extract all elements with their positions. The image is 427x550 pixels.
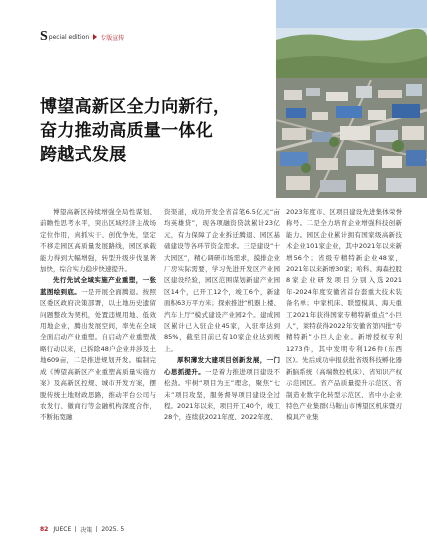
edition-label: pecial edition bbox=[48, 33, 90, 41]
special-edition-logo: S bbox=[40, 29, 48, 44]
issue-number: 2025. 5 bbox=[101, 525, 125, 533]
paragraph: 先行先试全域实施产业重塑，一张蓝图绘到底。一是开展全面腾退。按照区委区政府决策部署，以土地历史遗留问题整改为契机，处置违规用地、低效用地企业，腾出发展空间，率先在全域全面启动产业重塑。自启动产业重塑战略行动以来，已拆除48户企业并涉及土地609亩，二是推进规划开发。编制完成《博望高新区产业重塑高质量实施方案》及高新区控规、城市开发方案，摆脱传统土地财政思路，推动平台公司与农发行、徽商行等金融机构深度合作，不断拓宽融 bbox=[40, 276, 156, 422]
paragraph-heading: 先行先试全域实施产业重塑，一张蓝图绘到底。 bbox=[40, 276, 156, 296]
paragraph: 2023年度市、区项目建设先进集体荣誉称号。二是全力培育企业增强科技创新能力。园区企业累计拥有国家级高新技术企业101家企业，其中2021年以来新增56个；省级专精特新企业48家，2021年以来新增30家；哈科、海森控股8家企业研发项目分别入选2021年-2024年度安徽省首台套重大技术装备名单；中家机床、联盟模具、海天重工2021年获得国家专精特新重点“小巨人”，莱特获得2022年安徽省第四批“专精特新”小巨人企业。新增授权专利1273件，其中发明专利126件(东西区)。先后成功申报获批省级科技孵化器新脑系统（高端数控机床）、省知识产权示范园区。省产品质量提升示范区、省制造业数字化转型示范区、省中小企业特色产业集群(马鞍山市博望区机床暨刃模具产业集 bbox=[286, 208, 402, 422]
paragraph: 资渠道，成功开发全省首笔6.5亿元“亩均英雄贷”，现各项融资贷款累计23亿元，有力保障了企业拆迁腾退、园区基础建设等各环节资金需求。三是建设“十大园区”，精心调研市场需求，摸排企业厂房实际需要，学习先进开发区产业园区建设经验，园区范围谋划新建产业园区14个，已开工12个，竣工6个，新建面积63万平方米；探索推进“机器上楼、汽车上厅”模式建设产业园2个。建成园区累计已入驻企业45家，入驻率达到85%，截至目前已有10家企业达到规上。 bbox=[164, 208, 280, 353]
aerial-city-photo bbox=[276, 0, 427, 198]
magazine-name-cn: 决策 bbox=[80, 526, 93, 534]
footer-divider bbox=[75, 526, 76, 532]
article-title bbox=[40, 95, 272, 167]
title-line: 跨越式发展 bbox=[40, 145, 127, 165]
text-column-2 bbox=[164, 207, 280, 424]
paragraph-heading: 厚积薄发大建项目创新发展，一门心思抓提升。 bbox=[164, 356, 280, 376]
title-line: 博望高新区全力向新行， bbox=[40, 97, 231, 117]
paragraph: 厚积薄发大建项目创新发展，一门心思抓提升。一是着力推进项目建设不松劲。牢树“项目为王”理念，聚焦“七未”项目攻坚，服务督导项目建设全过程。2021年以来，项目开工40个，竣工28个，连续获2021年度、2022年度、 bbox=[164, 356, 280, 422]
title-line: 奋力推动高质量一体化 bbox=[40, 121, 213, 141]
page-header bbox=[40, 30, 124, 44]
triangle-arrow-icon bbox=[93, 34, 97, 40]
magazine-name: JUECE bbox=[53, 525, 72, 533]
section-label: 专版宣传 bbox=[100, 34, 125, 42]
text-column-3 bbox=[286, 207, 402, 424]
text-column-1 bbox=[40, 207, 156, 424]
footer-divider bbox=[96, 526, 97, 532]
paragraph: 博望高新区持续增强全局性谋划、前瞻性思考水平，突出区域经济主战场定位作用，真抓实干、创优争先，坚定不移走园区高质量发展路线，园区承载能力得到大幅增强，转型升级步伐显著加快，综合实力稳步快速提升。 bbox=[40, 208, 156, 274]
page-number: 82 bbox=[40, 525, 49, 533]
page-footer bbox=[40, 524, 124, 534]
